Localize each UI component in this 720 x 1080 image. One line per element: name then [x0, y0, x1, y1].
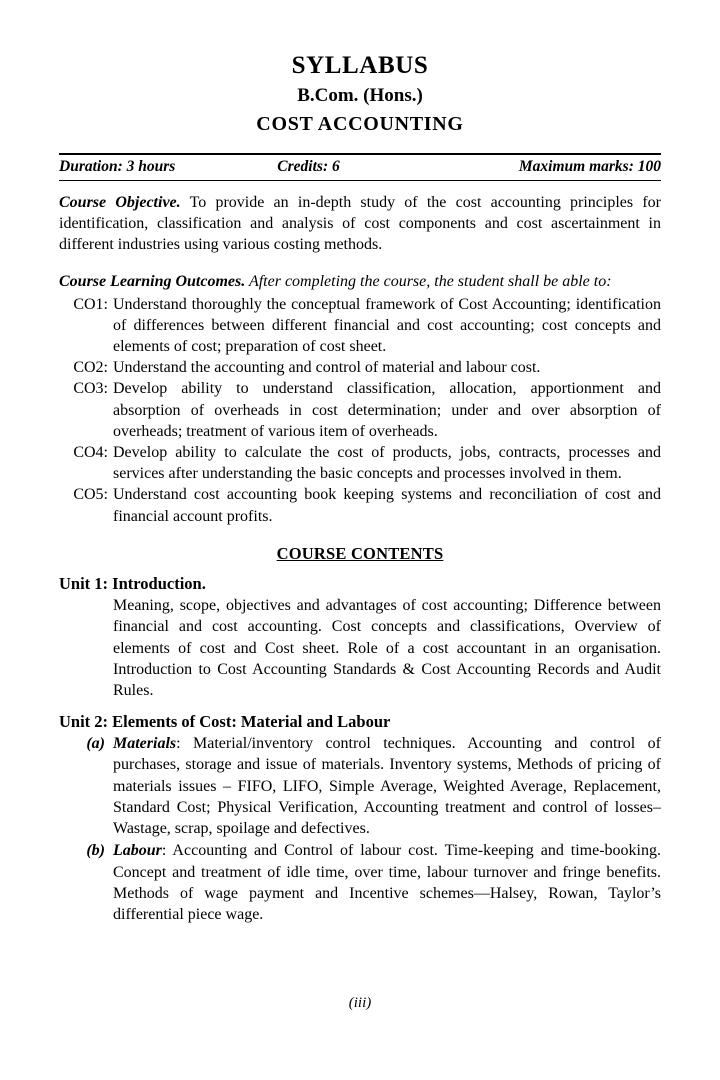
co-label: CO5: [73, 486, 108, 504]
meta-duration: Duration: 3 hours [59, 157, 176, 175]
co-label: CO1: [73, 295, 108, 313]
co-text: Develop ability to understand classification, allocation, apportionment and absorption of overheads in cost determination; under and over absorption of overheads; treatment of various item of overheads. [113, 380, 661, 440]
page-number-footer: (iii) [348, 995, 372, 1011]
list-item [59, 442, 661, 484]
subitem-label: (b) [86, 842, 105, 860]
co-text: Develop ability to calculate the cost of products, jobs, contracts, processes and services after understanding the basic concepts and processes involved in them. [113, 444, 661, 483]
course-learning-outcomes-heading [59, 271, 661, 292]
subitem-text [113, 733, 661, 839]
list-item [59, 840, 661, 925]
course-contents-heading: COURSE CONTENTS [276, 543, 444, 563]
page-title: SYLLABUS [291, 52, 429, 79]
list-item [59, 357, 661, 378]
co-text: Understand cost accounting book keeping systems and reconciliation of cost and financial account profits. [113, 486, 661, 525]
clo-intro: After completing the course, the student shall be able to: [245, 273, 612, 291]
clo-label: Course Learning Outcomes. [59, 273, 246, 291]
course-objective-text: To provide an in-depth study of the cost accounting principles for identification, classification and analysis of cost components and cost ascertainment in different industries using various costing methods. [59, 193, 662, 254]
degree-subtitle: B.Com. (Hons.) [297, 85, 423, 106]
co-label: CO3: [73, 380, 108, 398]
co-text: Understand thoroughly the conceptual framework of Cost Accounting; identification of differences between different financial and cost accounting; cost concepts and elements of cost; preparation of cost sheet. [113, 295, 661, 356]
meta-credits: Credits: 6 [277, 157, 340, 175]
course-outcomes-list [59, 294, 661, 527]
list-item [59, 378, 661, 442]
exam-meta-row [59, 153, 661, 181]
title-block [59, 0, 661, 138]
course-objective-label: Course Objective. [59, 193, 181, 211]
subitem-body: : Accounting and Control of labour cost. Time-keeping and time-booking. Concept and treatment of idle time, over time, labour turnover and fringe benefits. Methods of wage payment and Incentive schemes—Halsey, Rowan, Taylor’s differential piece wage. [113, 842, 661, 924]
subitem-term: Labour [113, 842, 162, 860]
list-item [59, 733, 661, 839]
unit-1 [59, 573, 661, 702]
subitem-term: Materials [113, 734, 177, 752]
subitem-body: : Material/inventory control techniques. Accounting and control of purchases, storage and issue of materials. Inventory systems, Methods of pricing of materials issues – FIFO, LIFO, Simple Average, Weighted Average, Replacement, Standard Cost; Physical Verification, Accounting treatment and control of losses– Wastage, scrap, spoilage and defectives. [113, 734, 661, 838]
unit-title: Unit 2: Elements of Cost: Material and Labour [59, 711, 391, 731]
unit-title: Unit 1: Introduction. [59, 573, 206, 593]
co-label: CO4: [73, 444, 108, 462]
co-text: Understand the accounting and control of material and labour cost. [113, 359, 541, 377]
list-item [59, 294, 661, 358]
unit-body: Meaning, scope, objectives and advantages of cost accounting; Difference between financial and cost accounting. Cost concepts and classifications, Overview of elements of cost and Cost sheet. Role of a cost accountant in an organisation. Introduction to Cost Accounting Standards & Cost Accounting Records and Audit Rules. [113, 597, 661, 700]
subitem-text [113, 840, 661, 925]
unit-2 [59, 711, 661, 926]
list-item [59, 484, 661, 526]
meta-maximum-marks: Maximum marks: 100 [518, 157, 661, 175]
subitem-label: (a) [86, 734, 105, 752]
course-objective-paragraph [59, 192, 661, 256]
course-name: COST ACCOUNTING [256, 112, 464, 135]
co-label: CO2: [73, 359, 108, 377]
